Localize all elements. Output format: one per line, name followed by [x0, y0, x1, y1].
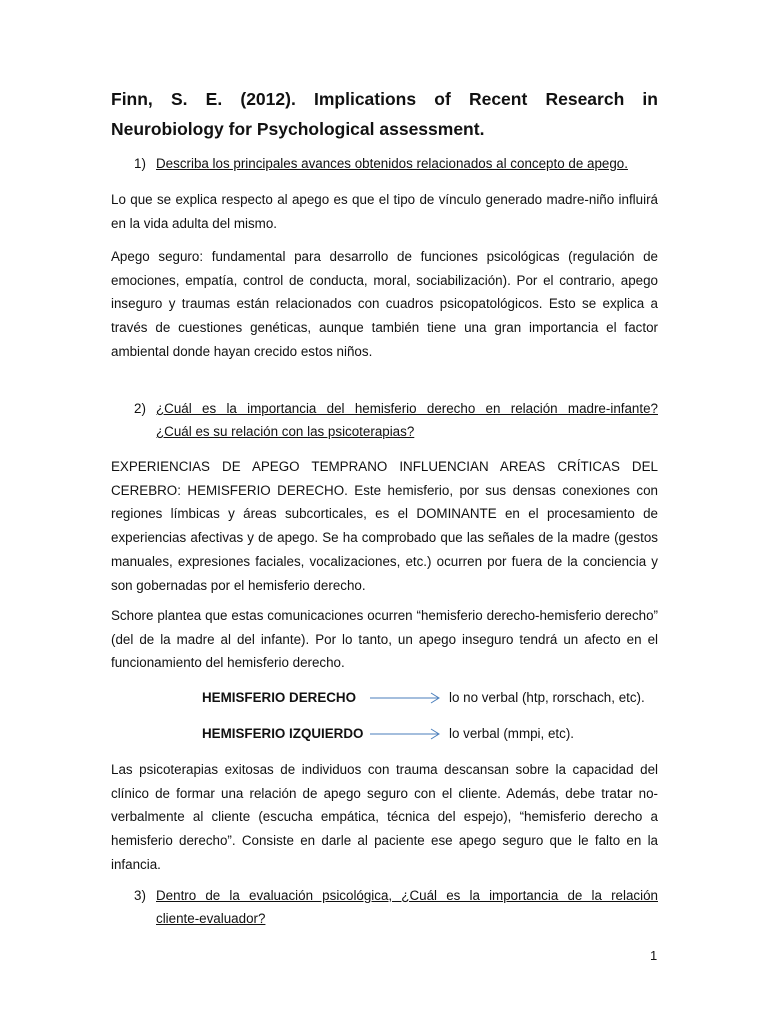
- paragraph-1: Lo que se explica respecto al apego es que el tipo de vínculo generado madre-niño influirá en la vida adulta del mismo.: [111, 192, 658, 231]
- question-3: [134, 884, 658, 932]
- hemisphere-row-left: [0, 724, 768, 746]
- paragraph-3: EXPERIENCIAS DE APEGO TEMPRANO INFLUENCIAN AREAS CRÍTICAS DEL CEREBRO: HEMISFERIO DERECHO. Este hemisferio, por sus densas conexiones con regiones límbicas y áreas subcorticales, es el DOMINANTE en el procesamiento de experiencias afectivas y de apego. Se ha comprobado que las señales de la madre (gestos manuales, expresiones faciales, vocalizaciones, etc.) ocurren por fuera de la conciencia y son gobernadas por el hemisferio derecho.: [111, 459, 658, 593]
- question-1: [134, 152, 658, 176]
- hemisphere-right-result: lo no verbal (htp, rorschach, etc).: [449, 690, 645, 705]
- question-2-text-line-2: ¿Cuál es su relación con las psicoterapias?: [156, 424, 415, 439]
- question-2-number: 2): [134, 401, 146, 416]
- question-3-text-line-2: cliente-evaluador?: [156, 911, 266, 926]
- paragraph-4: Schore plantea que estas comunicaciones ocurren “hemisferio derecho-hemisferio derecho” (del de la madre al del infante). Por lo tanto, un apego inseguro tendrá un afecto en el funcionamiento del hemisferio derecho.: [111, 608, 658, 671]
- hemisphere-right-label: HEMISFERIO DERECHO: [202, 690, 357, 705]
- question-2-text-line-1: ¿Cuál es la importancia del hemisferio derecho en relación madre-infante?: [156, 401, 658, 416]
- hemisphere-left-label: HEMISFERIO IZQUIERDO: [202, 726, 364, 741]
- title-line-1: Finn, S. E. (2012). Implications of Recent Research in: [111, 89, 658, 109]
- document-title: [111, 84, 658, 144]
- hemisphere-left-result: lo verbal (mmpi, etc).: [449, 726, 575, 741]
- arrow-right-icon: [370, 692, 442, 704]
- hemisphere-row-right: [0, 688, 768, 710]
- page-number: 1: [650, 948, 658, 963]
- paragraph-2: Apego seguro: fundamental para desarrollo de funciones psicológicas (regulación de emociones, empatía, control de conducta, moral, sociabilización). Por el contrario, apego inseguro y traumas están relacionados con cuadros psicopatológicos. Esto se explica a través de cuestiones genéticas, aunque también tiene una gran importancia el factor ambiental donde hayan crecido estos niños.: [111, 249, 658, 359]
- paragraph-5: Las psicoterapias exitosas de individuos con trauma descansan sobre la capacidad del clínico de formar una relación de apego seguro con el cliente. Además, debe tratar no-verbalmente al cliente (escucha empática, técnica del espejo), “hemisferio derecho a hemisferio derecho”. Consiste en darle al paciente ese apego seguro que le falto en la infancia.: [111, 762, 658, 872]
- question-2: [134, 397, 658, 445]
- arrow-right-icon: [370, 728, 442, 740]
- question-3-text-line-1: Dentro de la evaluación psicológica, ¿Cuál es la importancia de la relación: [156, 888, 658, 903]
- question-3-number: 3): [134, 888, 146, 903]
- question-1-text: Describa los principales avances obtenidos relacionados al concepto de apego.: [156, 156, 628, 171]
- question-1-number: 1): [134, 156, 146, 171]
- title-line-2: Neurobiology for Psychological assessment.: [111, 119, 485, 139]
